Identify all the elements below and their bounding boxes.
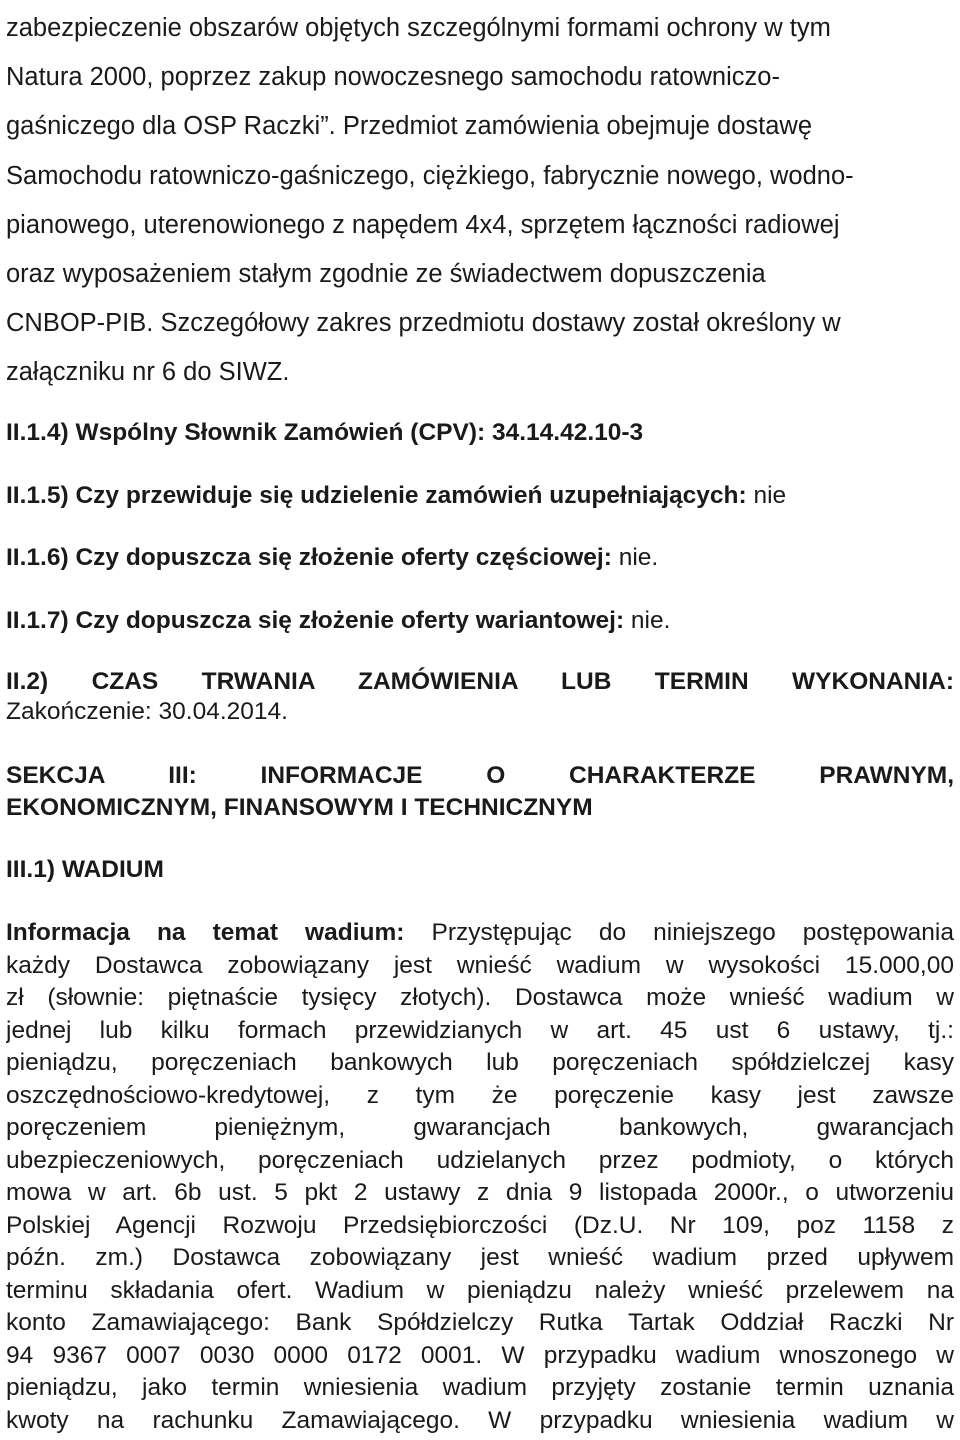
text-line: oszczędnościowo-kredytowej, z tym że poręczenie kasy jest zawsze [6,1081,954,1109]
supplementary-orders-label: II.1.5) Czy przewiduje się udzielenie zamówień uzupełniających: [6,482,747,509]
variant-offer-item [6,606,954,636]
cpv-item [6,418,954,448]
duration-heading: II.2) CZAS TRWANIA ZAMÓWIENIA LUB TERMIN WYKONANIA: [6,668,954,695]
text-line [6,917,954,950]
text-line: poręczeniem pieniężnym, gwarancjach bankowych, gwarancjach [6,1114,954,1141]
text-line: załączniku nr 6 do SIWZ. [6,358,290,387]
text-line: pieniądzu, poręczeniach bankowych lub poręczeniach spółdzielczej kasy [6,1049,954,1076]
wadium-paragraph [6,917,954,1437]
text-line: kwoty na rachunku Zamawiającego. W przypadku wniesienia wadium w [6,1406,954,1434]
wadium-label: Informacja na temat wadium: [6,919,405,946]
variant-offer-value: nie. [624,607,671,634]
text-line: gaśniczego dla OSP Raczki”. Przedmiot zamówienia obejmuje dostawę [6,112,813,141]
cpv-label: II.1.4) Wspólny Słownik Zamówień (CPV): 34.14.42.10-3 [6,419,644,446]
text-line: pianowego, uterenowionego z napędem 4x4, sprzętem łączności radiowej [6,210,840,239]
text-line: późn. zm.) Dostawca zobowiązany jest wnieść wadium przed upływem [6,1244,954,1271]
supplementary-orders-item [6,481,954,511]
intro-paragraph [6,4,954,398]
supplementary-orders-value: nie [746,482,787,509]
partial-offer-item [6,543,954,573]
section-3-heading [6,760,954,824]
duration-value: Zakończenie: 30.04.2014. [6,698,288,725]
variant-offer-label: II.1.7) Czy dopuszcza się złożenie oferty wariantowej: [6,607,625,634]
text-line: Natura 2000, poprzez zakup nowoczesnego samochodu ratowniczo- [6,63,780,92]
text-line: zabezpieczenie obszarów objętych szczególnymi formami ochrony w tym [6,14,831,42]
text-line: każdy Dostawca zobowiązany jest wnieść wadium w wysokości 15.000,00 [6,951,954,979]
section-3-heading-line2: EKONOMICZNYM, FINANSOWYM I TECHNICZNYM [6,794,593,821]
text-line: CNBOP-PIB. Szczegółowy zakres przedmiotu dostawy został określony w [6,309,841,338]
text-line: jednej lub kilku formach przewidzianych w art. 45 ust 6 ustawy, tj.: [6,1016,954,1044]
wadium-heading: III.1) WADIUM [6,856,164,883]
text-line: zł (słownie: piętnaście tysięcy złotych). Dostawca może wnieść wadium w [6,984,954,1011]
section-3-heading-line1: SEKCJA III: INFORMACJE O CHARAKTERZE PRAWNYM, [6,762,954,789]
wadium-line-text: Przystępując do niniejszego postępowania [404,919,954,946]
text-line: pieniądzu, jako termin wniesienia wadium przyjęty zostanie termin uznania [6,1374,954,1401]
partial-offer-label: II.1.6) Czy dopuszcza się złożenie oferty częściowej: [6,544,612,571]
text-line: ubezpieczeniowych, poręczeniach udzielanych przez podmioty, o których [6,1146,954,1174]
text-line: 94 9367 0007 0030 0000 0172 0001. W przypadku wadium wnoszonego w [6,1341,954,1369]
partial-offer-value: nie. [611,544,659,571]
text-line: Polskiej Agencji Rozwoju Przedsiębiorczości (Dz.U. Nr 109, poz 1158 z [6,1211,954,1239]
text-line: terminu składania ofert. Wadium w pieniądzu należy wnieść przelewem na [6,1276,954,1304]
text-line: mowa w art. 6b ust. 5 pkt 2 ustawy z dnia 9 listopada 2000r., o utworzeniu [6,1179,954,1206]
duration-section [6,667,954,727]
text-line: konto Zamawiającego: Bank Spółdzielczy Rutka Tartak Oddział Raczki Nr [6,1309,954,1336]
text-line: Samochodu ratowniczo-gaśniczego, ciężkiego, fabrycznie nowego, wodno- [6,161,854,190]
text-line: oraz wyposażeniem stałym zgodnie ze świadectwem dopuszczenia [6,260,766,289]
